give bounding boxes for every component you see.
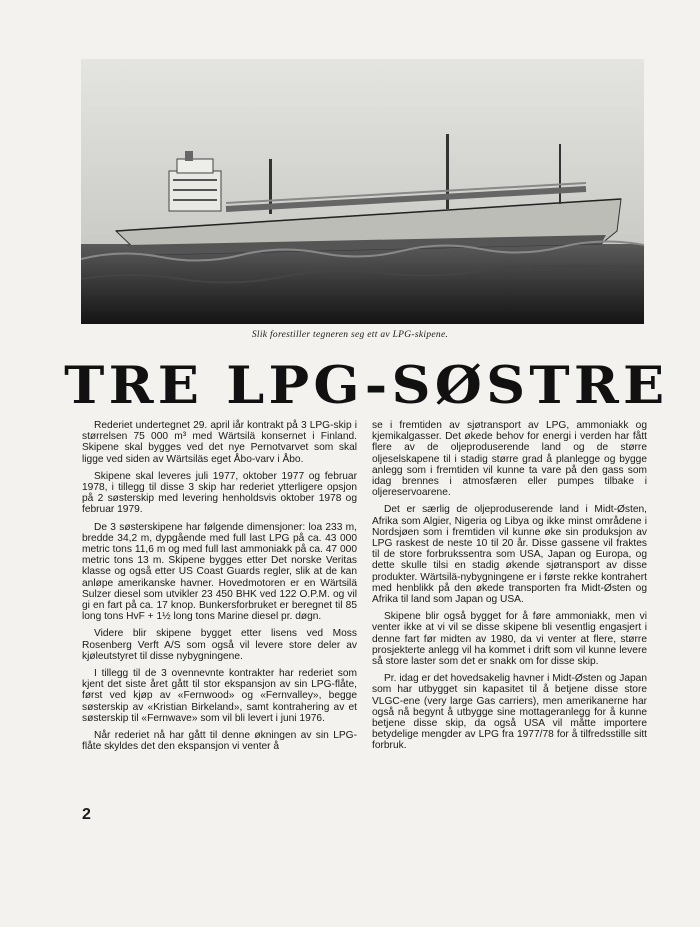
paragraph: Pr. idag er det hovedsakelig havner i Midt-Østen og Japan som har utbygget sin kapasitet til å betjene disse store VLGC-ene (very large Gas carriers), men amerikanerne har også nå begynt å utbygge sine mottageranlegg for å kunne betjene disse skip, da også USA vil måtte importere betydelige mengder av LPG fra 1977/78 for å tilfredsstille sitt forbruk. — [372, 673, 647, 752]
paragraph: Videre blir skipene bygget etter lisens ved Moss Rosenberg Verft A/S som også vil levere store deler av kjøleutstyret til disse nybygningene. — [82, 628, 357, 662]
ship-photo — [81, 59, 644, 324]
ship-illustration — [81, 59, 644, 324]
headline: TRE LPG-SØSTRE — [64, 356, 669, 416]
paragraph: I tillegg til de 3 ovennevnte kontrakter har rederiet som kjent det siste året gått til stor ekspansjon av sin LPG-flåte, først ved kjøp av «Fernwood» og «Fernvalley», begge søsterskip av «Kristian Birkeland», samt kontrahering av et søsterskip til «Fernwave» som vil bli levert i juni 1976. — [82, 668, 357, 724]
paragraph: Rederiet undertegnet 29. april iår kontrakt på 3 LPG-skip i størrelsen 75 000 m³ med Wärtsilä konsernet i Finland. Skipene skal bygges ved det nye Pernotvarvet som skal ligge ved siden av Wärtsiläs eget Åbo-varv i Åbo. — [82, 420, 357, 465]
right-column — [372, 420, 647, 758]
page-number: 2 — [82, 806, 91, 823]
paragraph: Skipene blir også bygget for å føre ammoniakk, men vi venter ikke at vi vil se disse skipene bli vesentlig engasjert i denne fart før midten av 1980, da vi venter at flere, større prosjekterte anlegg vil ha kommet i drift som vil kunne levere så store laster som det er snakk om for disse skip. — [372, 611, 647, 668]
left-column — [82, 420, 357, 758]
paragraph: Det er særlig de oljeproduserende land i Midt-Østen, Afrika som Algier, Nigeria og Libya og ikke minst områdene i Nordsjøen som i fremtiden vil kunne øke sin produksjon av LPG raskest de neste 10 til 20 år. Disse gassene vil fraktes til de store forbrukssentra som USA, Japan og Europa, og dette skulle tilsi en stadig økende sjøtransport av disse produkter. Wärtsilä-nybygningene er i første rekke kontrahert med henblikk på den økede transporten fra Midt-Østen og Afrika til land som Japan og USA. — [372, 504, 647, 606]
photo-caption: Slik forestiller tegneren seg ett av LPG-skipene. — [251, 330, 449, 340]
paragraph: De 3 søsterskipene har følgende dimensjoner: loa 233 m, bredde 34,2 m, dypgående med full last LPG på ca. 43 000 metric tons 11,6 m og med full last ammoniakk på ca. 47 000 metric tons 13 m. Skipene bygges etter Det norske Veritas klasse og også etter US Coast Guards regler, slik at de kan anløpe amerikanske havner. Hovedmotoren er en Wärtsilä Sulzer diesel som utvikler 23 450 BHK ved 122 O.P.M. og vil gi en fart på ca. 17 knop. Bunkersforbruket er beregnet til 85 long tons HvF + 1½ long tons Marine diesel pr. døgn. — [82, 521, 357, 623]
paragraph: se i fremtiden av sjøtransport av LPG, ammoniakk og kjemikalgasser. Det økede behov for energi i verden har fått flere av de oljeproduserende land og de større oljeselskapene til i stadig større grad å planlegge og bygge anlegg som i fremtiden vil kunne ta vare på den gass som idag brennes i atmosfæren eller pumpes tilbake i oljereservoarene. — [372, 420, 647, 499]
paragraph: Når rederiet nå har gått til denne økningen av sin LPG-flåte skyldes det den ekspansjon vi venter å — [82, 730, 357, 753]
paragraph: Skipene skal leveres juli 1977, oktober 1977 og februar 1978, i tillegg til disse 3 skip har rederiet ytterligere opsjon på 2 søsterskip med levering henholdsvis oktober 1978 og februar 1979. — [82, 470, 357, 516]
